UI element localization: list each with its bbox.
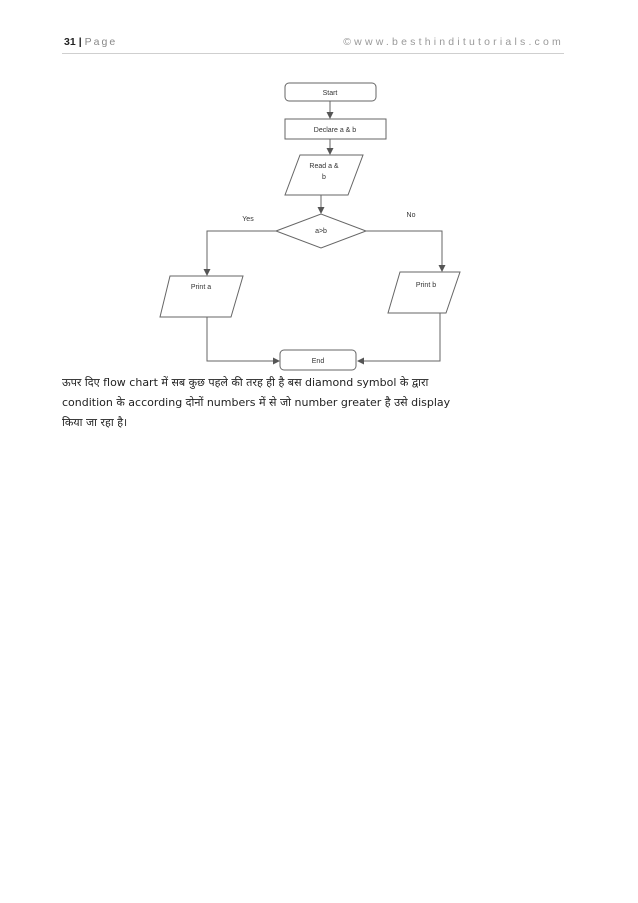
declare-label: Declare a & b <box>313 127 357 134</box>
arrow-print-a-to-end <box>207 317 279 361</box>
paragraph-line: किया जा रहा है। <box>62 416 128 429</box>
print-a-label: Print a <box>190 284 212 291</box>
arrow-print-b-to-end <box>358 313 440 361</box>
decision-node <box>276 214 366 248</box>
arrow-no-branch <box>365 231 442 271</box>
print-a-node <box>160 276 243 317</box>
start-label: Start <box>322 90 338 97</box>
read-node <box>285 155 363 195</box>
page-number: 31 <box>64 36 76 48</box>
yes-edge-label: Yes <box>242 216 254 223</box>
declare-node <box>285 119 386 139</box>
print-b-label: Print b <box>415 282 437 289</box>
website-url: ©www.besthinditutorials.com <box>343 36 564 48</box>
header-separator: | <box>78 36 82 48</box>
page-label: Page <box>84 36 118 48</box>
arrow-yes-branch <box>207 231 276 275</box>
page-number-block <box>64 36 117 48</box>
no-edge-label: No <box>406 212 416 219</box>
header-divider <box>62 53 564 54</box>
page-header <box>62 36 564 52</box>
read-label-line2: b <box>322 174 326 181</box>
body-paragraph <box>62 373 564 433</box>
paragraph-line: condition के according दोनों numbers में से जो number greater है उसे display <box>62 396 451 409</box>
end-label: End <box>311 358 325 365</box>
read-label-line1: Read a & <box>309 163 339 170</box>
decision-label: a>b <box>315 228 327 235</box>
paragraph-line: ऊपर दिए flow chart में सब कुछ पहले की तरह ही है बस diamond symbol के द्वारा <box>62 376 429 389</box>
start-node <box>285 83 376 101</box>
flowchart <box>150 75 462 375</box>
end-node <box>280 350 356 370</box>
print-b-node <box>388 272 460 313</box>
